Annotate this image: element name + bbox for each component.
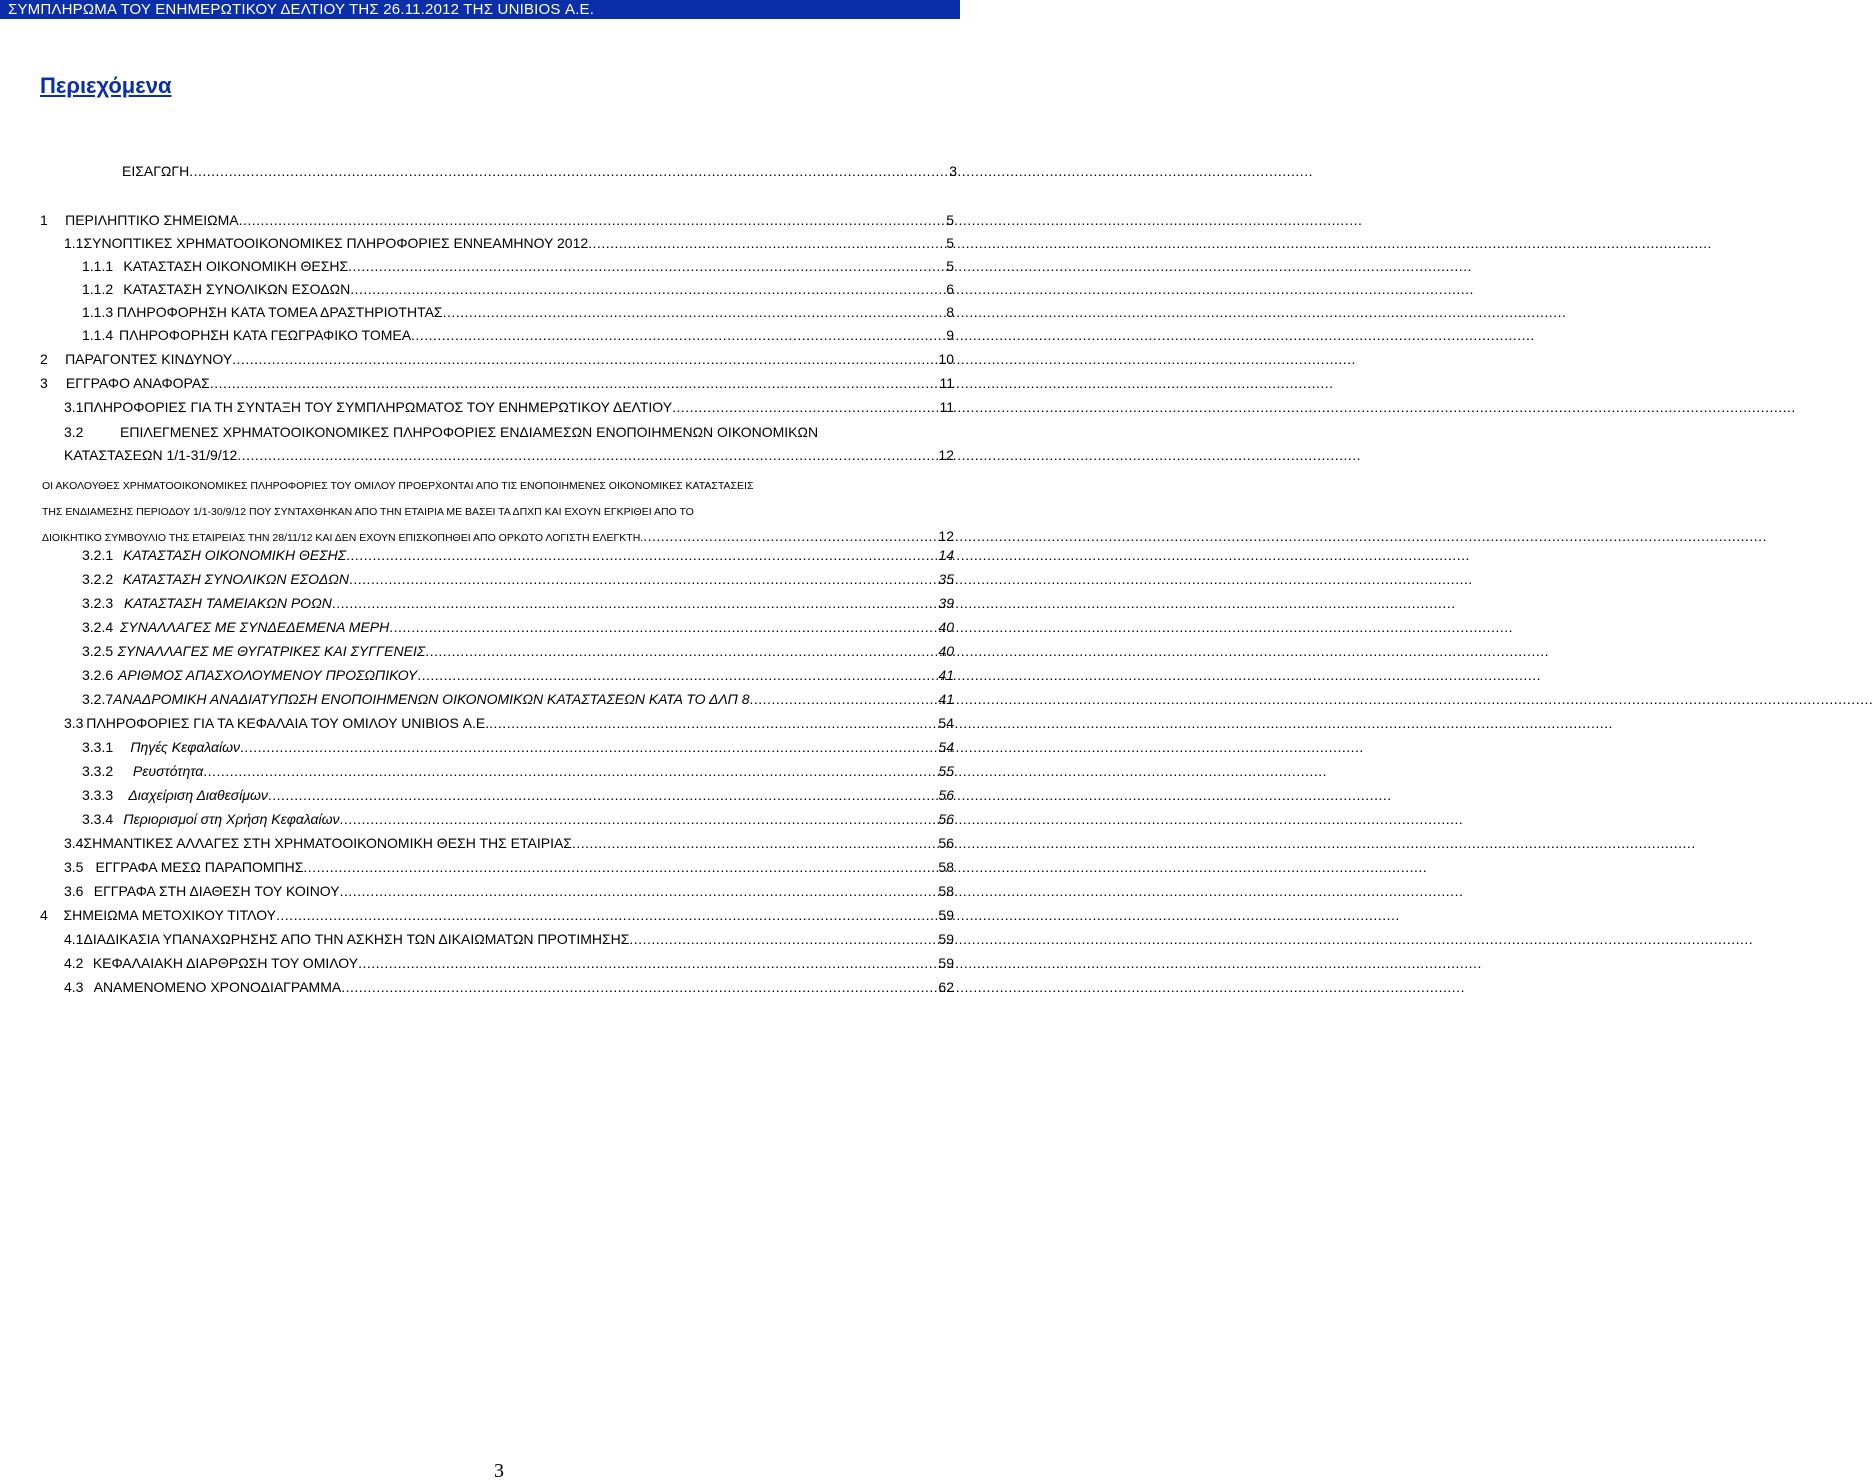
toc-entry-page: 6 bbox=[946, 281, 954, 297]
toc-entry-page: 62 bbox=[938, 979, 954, 995]
toc-entry-page: 5 bbox=[946, 212, 954, 228]
toc-entry-3-2-1[interactable] bbox=[82, 547, 954, 563]
toc-entry-page: 55 bbox=[938, 763, 954, 779]
toc-entry-number: 3.2.5 bbox=[82, 643, 114, 659]
toc-entry-number: 4 bbox=[40, 907, 48, 923]
toc-entry-4[interactable] bbox=[40, 907, 954, 923]
toc-entry-title: ΑΡΙΘΜΟΣ ΑΠΑΣΧΟΛΟΥΜΕΝΟΥ ΠΡΟΣΩΠΙΚΟΥ bbox=[118, 667, 418, 683]
toc-entry-number: 1.1.4 bbox=[82, 327, 114, 343]
toc-entry-3-3-2[interactable] bbox=[82, 763, 954, 779]
toc-entry-number: 3.2 bbox=[64, 424, 84, 440]
toc-entry-title: ΣΥΝΑΛΛΑΓΕΣ ΜΕ ΣΥΝΔΕΔΕΜΕΝΑ ΜΕΡΗ bbox=[119, 619, 390, 635]
toc-entry-page: 40 bbox=[938, 643, 954, 659]
toc-entry-3-2[interactable] bbox=[64, 424, 954, 440]
toc-entry-3-2-3[interactable] bbox=[82, 595, 954, 611]
toc-entry-title: ΕΓΓΡΑΦΟ ΑΝΑΦΟΡΑΣ bbox=[65, 375, 210, 391]
toc-entry-number: 2 bbox=[40, 351, 48, 367]
toc-entry-number: 3.3.3 bbox=[82, 787, 114, 803]
toc-entry-1-1-1[interactable] bbox=[82, 258, 954, 274]
toc-entry-page: 41 bbox=[938, 691, 954, 707]
toc-entry-3-4[interactable] bbox=[64, 835, 954, 851]
toc-entry-page: 56 bbox=[938, 811, 954, 827]
toc-entry-title: ΑΝΑΔΡΟΜΙΚΗ ΑΝΑΔΙΑΤΥΠΩΣΗ ΕΝΟΠΟΙΗΜΕΝΩΝ ΟΙΚΟΝΟΜΙΚΩΝ ΚΑΤΑΣΤΑΣΕΩΝ ΚΑΤΑ ΤΟ ΔΛΠ 8 bbox=[113, 691, 750, 707]
toc-entry-3-3-3[interactable] bbox=[82, 787, 954, 803]
toc-entry-page: 11 bbox=[939, 399, 954, 415]
toc-leader-dots bbox=[232, 351, 936, 367]
toc-leader-dots bbox=[276, 907, 936, 923]
toc-paragraph-line-1: ΟΙ ΑΚΟΛΟΥΘΕΣ ΧΡΗΜΑΤΟΟΙΚΟΝΟΜΙΚΕΣ ΠΛΗΡΟΦΟΡΙΕΣ ΤΟΥ ΟΜΙΛΟΥ ΠΡΟΕΡΧΟΝΤΑΙ ΑΠΟ ΤΙΣ ΕΝΟΠΟΙΗΜΕΝΕΣ ΟΙΚΟΝΟΜΙΚΕΣ ΚΑΤΑΣΤΑΣΕΙΣ bbox=[42, 480, 754, 492]
toc-entry-3-2-6[interactable] bbox=[82, 667, 954, 683]
toc-entry-1-1-3[interactable] bbox=[82, 304, 954, 320]
toc-entry-page: 5 bbox=[946, 258, 954, 274]
toc-entry-number: 3.3.4 bbox=[82, 811, 114, 827]
toc-entry-3-2-5[interactable] bbox=[82, 643, 954, 659]
toc-entry-number: 3.3 bbox=[64, 715, 84, 731]
toc-entry-2[interactable] bbox=[40, 351, 954, 367]
toc-entry-title: ΠΛΗΡΟΦΟΡΗΣΗ ΚΑΤΑ ΤΟΜΕΑ ΔΡΑΣΤΗΡΙΟΤΗΤΑΣ bbox=[116, 304, 443, 320]
toc-entry-page: 59 bbox=[938, 955, 954, 971]
toc-entry-page: 35 bbox=[938, 571, 954, 587]
toc-leader-dots bbox=[629, 931, 936, 947]
toc-entry-page: 12 bbox=[938, 528, 954, 544]
toc-leader-dots bbox=[588, 235, 944, 251]
toc-leader-dots bbox=[389, 619, 936, 635]
toc-entry-1-1-2[interactable] bbox=[82, 281, 954, 297]
toc-entry-title: ΔΙΑΔΙΚΑΣΙΑ ΥΠΑΝΑΧΩΡΗΣΗΣ ΑΠΟ ΤΗΝ ΑΣΚΗΣΗ ΤΩΝ ΔΙΚΑΙΩΜΑΤΩΝ ΠΡΟΤΙΜΗΣΗΣ bbox=[83, 931, 630, 947]
toc-entry-title: ΕΙΣΑΓΩΓΗ bbox=[122, 163, 190, 179]
toc-entry-3-1[interactable] bbox=[64, 399, 954, 415]
toc-leader-dots bbox=[350, 281, 944, 297]
toc-leader-dots bbox=[672, 399, 937, 415]
toc-entry-introduction[interactable] bbox=[122, 163, 957, 179]
toc-entry-3-3[interactable] bbox=[64, 715, 954, 731]
toc-entry-page: 5 bbox=[946, 235, 954, 251]
toc-entry-3-6[interactable] bbox=[64, 883, 954, 899]
toc-entry-title: ΚΑΤΑΣΤΑΣΗ ΣΥΝΟΛΙΚΩΝ ΕΣΟΔΩΝ bbox=[122, 571, 349, 587]
toc-leader-dots bbox=[417, 667, 936, 683]
toc-leader-dots bbox=[303, 859, 936, 875]
toc-entry-title: ΚΑΤΑΣΤΑΣΗ ΟΙΚΟΝΟΜΙΚΗ ΘΕΣΗΣ bbox=[122, 547, 347, 563]
toc-entry-number: 4.1 bbox=[64, 931, 84, 947]
toc-entry-title: ΠΛΗΡΟΦΟΡΙΕΣ ΓΙΑ ΤΑ ΚΕΦΑΛΑΙΑ ΤΟΥ ΟΜΙΛΟΥ UNIBIOS Α.Ε. bbox=[86, 715, 490, 731]
toc-leader-dots bbox=[750, 691, 937, 707]
toc-entry-title: ΕΓΓΡΑΦΑ ΜΕΣΩ ΠΑΡΑΠΟΜΠΗΣ bbox=[95, 859, 304, 875]
toc-entry-4-3[interactable] bbox=[64, 979, 954, 995]
toc-paragraph-line-3: ΔΙΟΙΚΗΤΙΚΟ ΣΥΜΒΟΥΛΙΟ ΤΗΣ ΕΤΑΙΡΕΙΑΣ ΤΗΝ 28/11/12 ΚΑΙ ΔΕΝ ΕΧΟΥΝ ΕΠΙΣΚΟΠΗΘΕΙ ΑΠΟ ΟΡΚΩΤΟ ΛΟΓΙΣΤΗ ΕΛΕΓΚΤΗ. bbox=[42, 532, 644, 544]
toc-entry-page: 3 bbox=[949, 163, 957, 179]
toc-entry-page: 56 bbox=[938, 787, 954, 803]
toc-entry-title: ΣΥΝΑΛΛΑΓΕΣ ΜΕ ΘΥΓΑΤΡΙΚΕΣ ΚΑΙ ΣΥΓΓΕΝΕΙΣ bbox=[117, 643, 426, 659]
toc-entry-page: 12 bbox=[938, 447, 954, 463]
toc-entry-number: 3.5 bbox=[64, 859, 84, 875]
toc-entry-title-continued: ΚΑΤΑΣΤΑΣΕΩΝ 1/1-31/9/12 bbox=[64, 447, 238, 463]
toc-entry-title: ΑΝΑΜΕΝΟΜΕΝΟ ΧΡΟΝΟΔΙΑΓΡΑΜΜΑ bbox=[93, 979, 342, 995]
toc-entry-number: 3.2.7 bbox=[82, 691, 114, 707]
toc-leader-dots bbox=[239, 212, 945, 228]
toc-entry-page: 54 bbox=[938, 739, 954, 755]
toc-entry-page: 39 bbox=[938, 595, 954, 611]
toc-entry-page: 8 bbox=[946, 304, 954, 320]
toc-entry-page: 59 bbox=[938, 907, 954, 923]
toc-entry-title: ΣΗΜΑΝΤΙΚΕΣ ΑΛΛΑΓΕΣ ΣΤΗ ΧΡΗΜΑΤΟΟΙΚΟΝΟΜΙΚΗ ΘΕΣΗ ΤΗΣ ΕΤΑΙΡΙΑΣ bbox=[83, 835, 572, 851]
toc-leader-dots bbox=[443, 304, 945, 320]
toc-entry-number: 4.2 bbox=[64, 955, 84, 971]
toc-entry-title: ΚΑΤΑΣΤΑΣΗ ΤΑΜΕΙΑΚΩΝ ΡΟΩΝ bbox=[123, 595, 332, 611]
document-header-title: ΣΥΜΠΛΗΡΩΜΑ ΤΟΥ ΕΝΗΜΕΡΩΤΙΚΟΥ ΔΕΛΤΙΟΥ ΤΗΣ 26.11.2012 ΤΗΣ UNIBIOS Α.Ε. bbox=[8, 1, 595, 18]
toc-entry-number: 3.2.1 bbox=[82, 547, 114, 563]
toc-leader-dots bbox=[572, 835, 936, 851]
toc-leader-dots bbox=[210, 375, 938, 391]
toc-entry-title: ΣΥΝΟΠΤΙΚΕΣ ΧΡΗΜΑΤΟΟΙΚΟΝΟΜΙΚΕΣ ΠΛΗΡΟΦΟΡΙΕΣ ΕΝΝΕΑΜΗΝΟΥ 2012 bbox=[83, 235, 589, 251]
toc-entry-number: 3.4 bbox=[64, 835, 84, 851]
toc-entry-1[interactable] bbox=[40, 212, 954, 228]
toc-entry-number: 1.1.2 bbox=[82, 281, 114, 297]
toc-leader-dots bbox=[189, 163, 947, 179]
toc-leader-dots bbox=[268, 787, 937, 803]
toc-entry-3-5[interactable] bbox=[64, 859, 954, 875]
toc-entry-1-1-4[interactable] bbox=[82, 327, 954, 343]
toc-entry-title: ΠΛΗΡΟΦΟΡΙΕΣ ΓΙΑ ΤΗ ΣΥΝΤΑΞΗ ΤΟΥ ΣΥΜΠΛΗΡΩΜΑΤΟΣ ΤΟΥ ΕΝΗΜΕΡΩΤΙΚΟΥ ΔΕΛΤΙΟΥ bbox=[83, 399, 673, 415]
toc-entry-page: 56 bbox=[938, 835, 954, 851]
toc-entry-number: 1.1.3 bbox=[82, 304, 114, 320]
toc-entry-3-2-2[interactable] bbox=[82, 571, 954, 587]
toc-entry-page: 14 bbox=[938, 547, 954, 563]
toc-entry-title: ΠΛΗΡΟΦΟΡΗΣΗ ΚΑΤΑ ΓΕΩΓΡΑΦΙΚΟ ΤΟΜΕΑ bbox=[119, 327, 412, 343]
toc-entry-page: 41 bbox=[938, 667, 954, 683]
toc-leader-dots bbox=[348, 258, 944, 274]
toc-leader-dots bbox=[341, 979, 936, 995]
toc-entry-title: ΠΕΡΙΛΗΠΤΙΚΟ ΣΗΜΕΙΩΜΑ bbox=[65, 212, 239, 228]
toc-entry-number: 4.3 bbox=[64, 979, 84, 995]
toc-entry-number: 3.2.3 bbox=[82, 595, 114, 611]
toc-entry-page: 58 bbox=[938, 859, 954, 875]
toc-entry-title: Διαχείριση Διαθεσίμων bbox=[128, 787, 268, 803]
toc-leader-dots bbox=[346, 547, 936, 563]
toc-entry-3-2-continued[interactable] bbox=[64, 447, 954, 463]
toc-entry-number: 1.1 bbox=[64, 235, 84, 251]
toc-leader-dots bbox=[411, 327, 944, 343]
toc-entry-page: 58 bbox=[938, 883, 954, 899]
toc-entry-page: 9 bbox=[946, 327, 954, 343]
toc-paragraph-line-2: ΤΗΣ ΕΝΔΙΑΜΕΣΗΣ ΠΕΡΙΟΔΟΥ 1/1-30/9/12 ΠΟΥ ΣΥΝΤΑΧΘΗΚΑΝ ΑΠΟ ΤΗΝ ΕΤΑΙΡΙΑ ΜΕ ΒΑΣΕΙ ΤΑ ΔΠΧΠ ΚΑΙ ΕΧΟΥΝ ΕΓΚΡΙΘΕΙ ΑΠΟ ΤΟ bbox=[42, 506, 694, 518]
toc-entry-title: Ρευστότητα bbox=[132, 763, 204, 779]
toc-entry-number: 3.2.6 bbox=[82, 667, 114, 683]
toc-entry-number: 1 bbox=[40, 212, 48, 228]
toc-entry-page: 10 bbox=[938, 351, 954, 367]
toc-entry-3-2-4[interactable] bbox=[82, 619, 954, 635]
toc-entry-title: Πηγές Κεφαλαίων bbox=[130, 739, 241, 755]
toc-entry-page: 11 bbox=[939, 375, 954, 391]
toc-leader-dots bbox=[237, 447, 936, 463]
toc-entry-1-1[interactable] bbox=[64, 235, 954, 251]
toc-leader-dots bbox=[643, 528, 936, 544]
toc-entry-title: ΕΓΓΡΑΦΑ ΣΤΗ ΔΙΑΘΕΣΗ ΤΟΥ ΚΟΙΝΟΥ bbox=[93, 883, 340, 899]
toc-entry-3-3-1[interactable] bbox=[82, 739, 954, 755]
toc-entry-title: ΠΑΡΑΓΟΝΤΕΣ ΚΙΝΔΥΝΟΥ bbox=[65, 351, 233, 367]
toc-entry-number: 3.6 bbox=[64, 883, 84, 899]
toc-entry-page: 59 bbox=[938, 931, 954, 947]
toc-entry-title: ΚΑΤΑΣΤΑΣΗ ΣΥΝΟΛΙΚΩΝ ΕΣΟΔΩΝ bbox=[123, 281, 351, 297]
toc-leader-dots bbox=[489, 715, 936, 731]
page-number: 3 bbox=[494, 1460, 504, 1482]
toc-entry-title: ΚΕΦΑΛΑΙΑΚΗ ΔΙΑΡΘΡΩΣΗ ΤΟΥ ΟΜΙΛΟΥ bbox=[92, 955, 359, 971]
toc-entry-number: 3.3.2 bbox=[82, 763, 114, 779]
toc-entry-number: 3 bbox=[40, 375, 48, 391]
toc-paragraph-line-3-row bbox=[42, 528, 954, 546]
toc-entry-3-3-4[interactable] bbox=[82, 811, 954, 827]
toc-entry-title: ΚΑΤΑΣΤΑΣΗ ΟΙΚΟΝΟΜΙΚΗ ΘΕΣΗΣ bbox=[123, 258, 349, 274]
toc-entry-page: 54 bbox=[938, 715, 954, 731]
toc-entry-3-2-7[interactable] bbox=[82, 691, 954, 707]
toc-leader-dots bbox=[425, 643, 936, 659]
toc-entry-4-1[interactable] bbox=[64, 931, 954, 947]
toc-heading: Περιεχόμενα bbox=[40, 73, 172, 98]
toc-leader-dots bbox=[340, 811, 937, 827]
toc-leader-dots bbox=[340, 883, 937, 899]
toc-leader-dots bbox=[358, 955, 936, 971]
toc-entry-4-2[interactable] bbox=[64, 955, 954, 971]
toc-entry-group-financial-info[interactable] bbox=[42, 474, 954, 544]
toc-leader-dots bbox=[349, 571, 936, 587]
toc-entry-number: 1.1.1 bbox=[82, 258, 114, 274]
toc-entry-title: Περιορισμοί στη Χρήση Κεφαλαίων bbox=[123, 811, 340, 827]
toc-entry-title: ΣΗΜΕΙΩΜΑ ΜΕΤΟΧΙΚΟΥ ΤΙΤΛΟΥ bbox=[63, 907, 277, 923]
toc-entry-number: 3.3.1 bbox=[82, 739, 114, 755]
toc-entry-number: 3.2.4 bbox=[82, 619, 114, 635]
toc-leader-dots bbox=[203, 763, 936, 779]
toc-leader-dots bbox=[240, 739, 936, 755]
toc-entry-number: 3.2.2 bbox=[82, 571, 114, 587]
toc-entry-3[interactable] bbox=[40, 375, 954, 391]
toc-leader-dots bbox=[332, 595, 937, 611]
toc-entry-number: 3.1 bbox=[64, 399, 84, 415]
toc-entry-page: 40 bbox=[938, 619, 954, 635]
toc-entry-title: ΕΠΙΛΕΓΜΕΝΕΣ ΧΡΗΜΑΤΟΟΙΚΟΝΟΜΙΚΕΣ ΠΛΗΡΟΦΟΡΙΕΣ ΕΝΔΙΑΜΕΣΩΝ ΕΝΟΠΟΙΗΜΕΝΩΝ ΟΙΚΟΝΟΜΙΚΩΝ bbox=[120, 424, 819, 440]
